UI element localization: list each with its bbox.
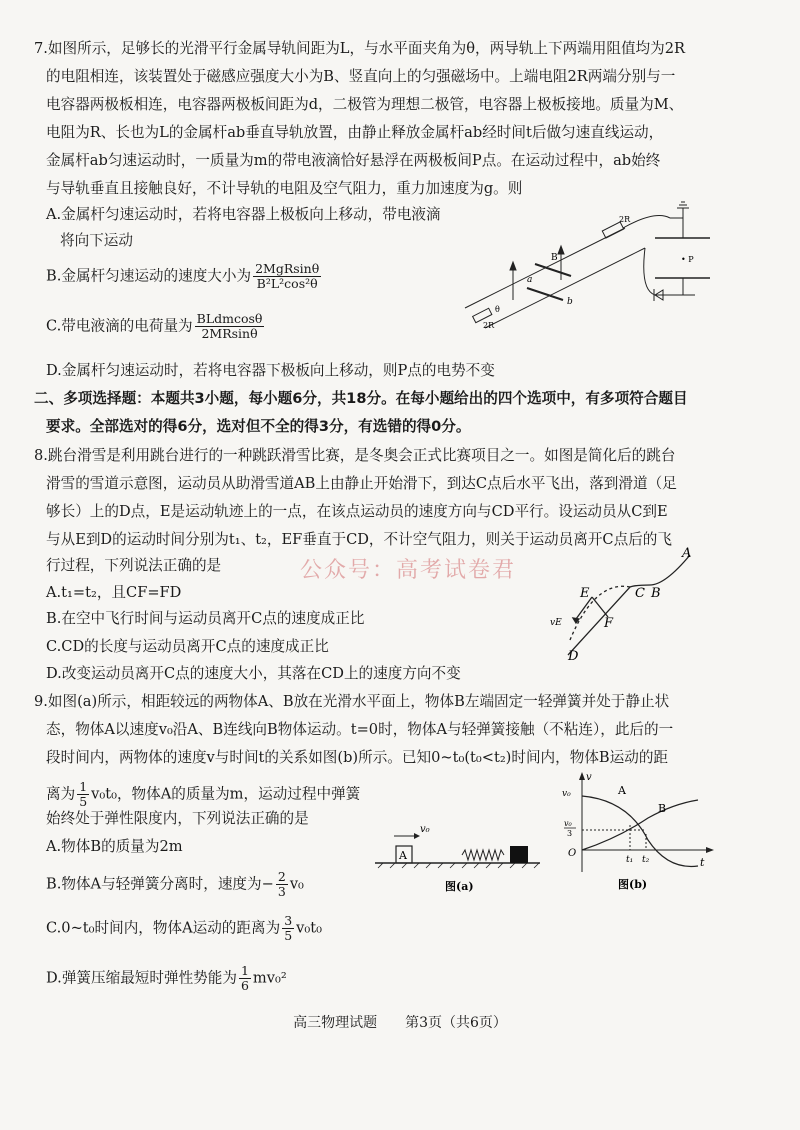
q7-stem-line: 与导轨垂直且接触良好，不计导轨的电阻及空气阻力，重力加速度为g。则 [46, 180, 523, 197]
q8-stem-line: 与从E到D的运动时间分别为t₁、t₂，EF垂直于CD，不计空气阻力，则关于运动员离开C点后的飞 [46, 531, 672, 548]
label-theta: θ [495, 305, 500, 314]
q7-option-a: A.金属杆匀速运动时，若将电容器上极板向上移动，带电液滴 [46, 206, 441, 223]
fraction: $\frac{\text{2MgRsinθ}}{\text{B²L²cos²θ}}$ [255, 261, 320, 291]
label-2R-bottom: 2R [483, 321, 495, 330]
q7-stem-line: 的电阻相连，该装置处于磁感应强度大小为B、竖直向上的匀强磁场中。上端电阻2R两端分别与一 [46, 68, 676, 85]
q8-option-b: B.在空中飞行时间与运动员离开C点的速度成正比 [46, 610, 365, 627]
label-D: D [568, 649, 579, 663]
label-v0: v₀ [562, 789, 571, 799]
label-A: A [682, 546, 692, 561]
label-v0: v₀ [420, 824, 430, 835]
label-vE: vE [550, 618, 562, 628]
label-t: t [700, 856, 705, 869]
page-footer: 高三物理试题 第3页（共6页） [293, 1015, 507, 1031]
q7-option-a-cont: 将向下运动 [60, 232, 133, 249]
arrow-head [558, 246, 564, 254]
perpendicular-EF [592, 597, 608, 617]
fraction: $\frac{1}{5}$ [79, 779, 88, 809]
q7-stem-line: 金属杆ab匀速运动时，一质量为m的带电液滴恰好悬浮在两极板间P点。在运动过程中，ab始终 [46, 152, 661, 169]
arrow-head [579, 772, 585, 780]
q9-figure-a [370, 818, 545, 898]
block-B [510, 846, 528, 863]
fraction: $\frac{2}{3}$ [277, 869, 286, 899]
q7-option-c: C.带电液滴的电荷量为 $\frac{\text{BLdmcosθ}}{2MRsin\theta}$ [46, 311, 263, 341]
q8-stem-line: 够长）上的D点，E是运动轨迹上的一点，在该点运动员的速度方向与CD平行。设运动员从C到E [46, 503, 668, 520]
q8-ski-jump-figure [540, 545, 700, 663]
q9-stem-line: 始终处于弹性限度内，下列说法正确的是 [46, 810, 309, 827]
label-A: A [399, 849, 407, 862]
q9-option-a: A.物体B的质量为2m [46, 838, 183, 855]
label-curve-B: B [658, 802, 667, 815]
q8-stem-line: 8.跳台滑雪是利用跳台进行的一种跳跃滑雪比赛，是冬奥会正式比赛项目之一。如图是简化后的跳台 [34, 447, 676, 464]
q9-stem-line: 离为 $\frac{1}{5}$ v₀t₀，物体A的质量为m，运动过程中弹簧 [46, 779, 361, 809]
label-v0-over-3-den: 3 [567, 829, 573, 838]
q9-option-b: B.物体A与轻弹簧分离时，速度为− $\frac{2}{3}$ v₀ [46, 869, 304, 899]
label-a: a [527, 275, 533, 285]
caption-a: 图(a) [445, 880, 474, 893]
q8-option-a: A.t₁=t₂，且CF=FD [46, 584, 182, 601]
q8-option-c: C.CD的长度与运动员离开C点的速度成正比 [46, 638, 329, 655]
arrow-head [706, 847, 714, 853]
label-b: b [567, 297, 573, 307]
q7-rail-circuit-figure [455, 200, 770, 335]
watermark: 公众号：高考试卷君 [300, 558, 517, 583]
curve-A [582, 796, 698, 866]
q8-stem-line: 滑雪的雪道示意图，运动员从助滑雪道AB上由静止开始滑下，到达C点后水平飞出，落到滑道（足 [46, 475, 677, 492]
q7-option-b: B.金属杆匀速运动的速度大小为 $\frac{\text{2MgRsinθ}}{\text{B²L²cos²θ}}$ [46, 261, 320, 291]
curve-B [582, 800, 698, 850]
label-B: B [551, 253, 558, 263]
label-t2: t₂ [642, 855, 650, 865]
ground-hatch [378, 863, 539, 868]
q9-figure-b [558, 770, 718, 900]
label-B: B [651, 586, 661, 601]
caption-b: 图(b) [618, 878, 648, 891]
q8-stem-line: 行过程，下列说法正确的是 [46, 557, 222, 574]
label-t1: t₁ [626, 855, 634, 865]
fraction: $\frac{1}{6}$ [240, 963, 249, 993]
fraction: $\frac{\text{BLdmcosθ}}{2MRsin\theta}$ [196, 311, 263, 341]
q8-option-d: D.改变运动员离开C点的速度大小，其落在CD上的速度方向不变 [46, 665, 461, 682]
label-2R-top: 2R [619, 215, 631, 224]
spring [462, 850, 504, 860]
label-F: F [604, 616, 614, 631]
q9-stem-line: 段时间内，两物体的速度v与时间t的关系如图(b)所示。已知0~t₀(t₀<t₂)时间内，物体B运动的距 [46, 749, 669, 766]
section-2-heading: 二、多项选择题：本题共3小题，每小题6分，共18分。在每小题给出的四个选项中，有多项符合题目 [34, 390, 688, 407]
label-v: v [586, 772, 592, 783]
q7-stem-line: 7.如图所示，足够长的光滑平行金属导轨间距为L，与水平面夹角为θ，两导轨上下两端用阻值均为2R [34, 40, 686, 57]
label-C: C [635, 586, 645, 601]
rail-lower [485, 248, 645, 328]
label-v0-over-3-num: v₀ [564, 819, 572, 828]
q7-stem-line: 电容器两极板相连，电容器两极板间距为d，二极管为理想二极管，电容器上极板接地。质量为M、 [46, 96, 684, 113]
q7-stem-line: 电阻为R、长也为L的金属杆ab垂直导轨放置，由静止释放金属杆ab经时间t后做匀速直线运动， [46, 124, 664, 141]
q7-option-d: D.金属杆匀速运动时，若将电容器下极板向上移动，则P点的电势不变 [46, 362, 495, 379]
q9-option-d: D.弹簧压缩最短时弹性势能为 $\frac{1}{6}$ mv₀² [46, 963, 287, 993]
section-2-heading-cont: 要求。全部选对的得6分，选对但不全的得3分，有选错的得0分。 [46, 418, 471, 435]
label-origin: O [568, 848, 577, 859]
fraction: $\frac{3}{5}$ [284, 913, 293, 943]
label-curve-A: A [618, 784, 626, 797]
q9-stem-line: 态，物体A以速度v₀沿A、B连线向B物体运动。t=0时，物体A与轻弹簧接触（不粘连），此后的一 [46, 721, 674, 738]
q9-stem-line: 9.如图(a)所示，相距较远的两物体A、B放在光滑水平面上，物体B左端固定一轻弹簧并处于静止状 [34, 693, 670, 710]
trajectory [570, 586, 630, 640]
q9-option-c: C.0~t₀时间内，物体A运动的距离为 $\frac{3}{5}$ v₀t₀ [46, 913, 322, 943]
arrow-head [510, 262, 516, 270]
label-P: • P [681, 255, 694, 264]
label-E: E [580, 586, 590, 601]
